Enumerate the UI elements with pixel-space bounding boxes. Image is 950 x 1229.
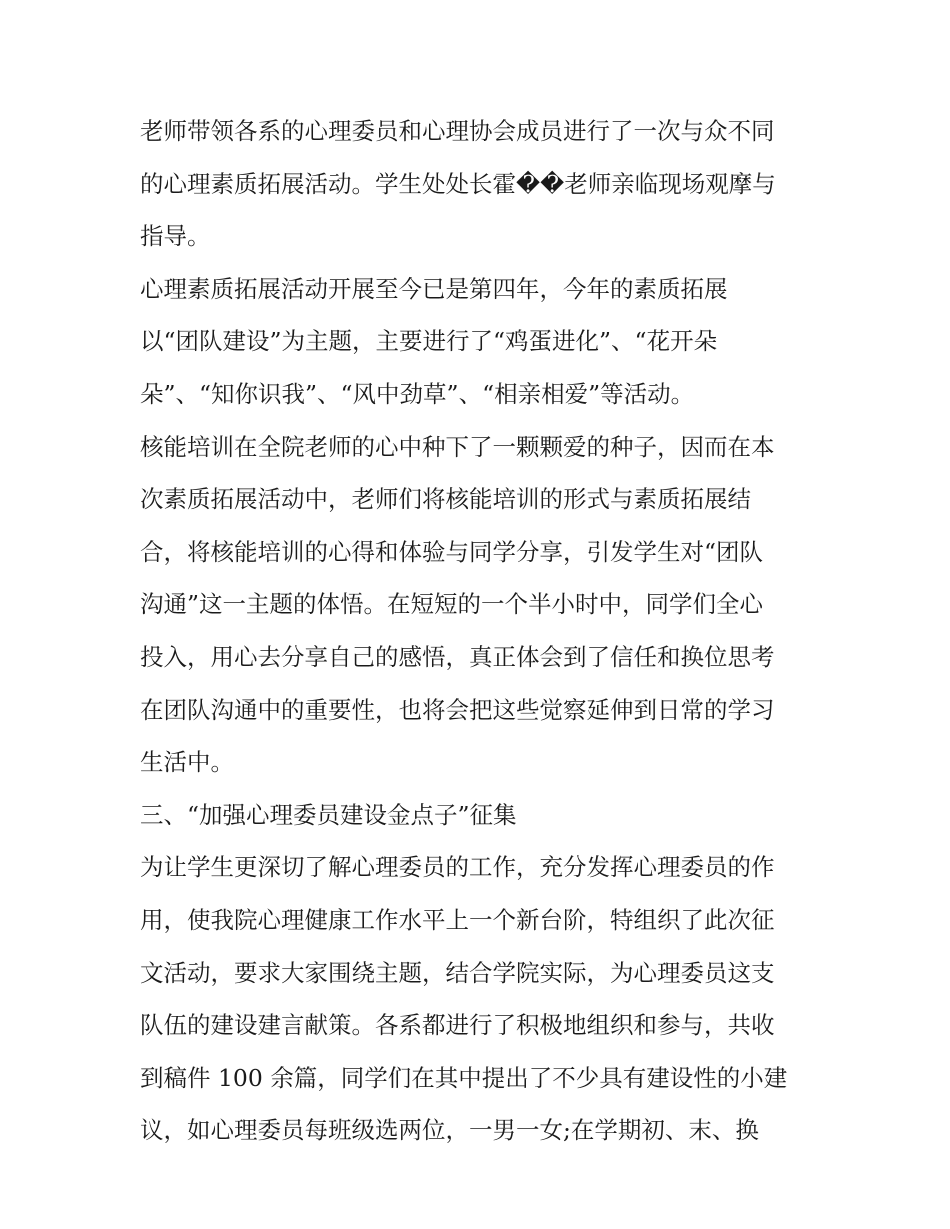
text-line: 核能培训在全院老师的心中种下了一颗颗爱的种子，因而在本: [140, 432, 775, 461]
text-line: 为让学生更深切了解心理委员的工作，充分发挥心理委员的作: [140, 853, 775, 882]
text-line: 沟通”这一主题的体悟。在短短的一个半小时中，同学们全心: [140, 590, 764, 619]
text-line: 合，将核能培训的心得和体验与同学分享，引发学生对“团队: [140, 537, 764, 566]
text-line: 文活动，要求大家围绕主题，结合学院实际，为心理委员这支: [140, 958, 775, 987]
text-line: 老师带领各系的心理委员和心理协会成员进行了一次与众不同: [140, 117, 775, 145]
text-line: 投入，用心去分享自己的感悟，真正体会到了信任和换位思考: [140, 642, 775, 671]
text-line: 议，如心理委员每班级选两位，一男一女;在学期初、末、换: [140, 1116, 759, 1145]
text-line: 指导。: [140, 222, 211, 251]
text-line: 队伍的建设建言献策。各系都进行了积极地组织和参与，共收: [140, 1011, 775, 1040]
text-line: 在团队沟通中的重要性，也将会把这些觉察延伸到日常的学习: [140, 695, 775, 724]
text-line: 的心理素质拓展活动。学生处处长霍��老师亲临现场观摩与: [140, 169, 776, 198]
text-line: 朵”、“知你识我”、“风中劲草”、“相亲相爱”等活动。: [140, 379, 695, 408]
text-line: 生活中。: [140, 748, 234, 777]
text-line: 次素质拓展活动中，老师们将核能培训的形式与素质拓展结: [140, 485, 751, 514]
text-line: 用，使我院心理健康工作水平上一个新台阶，特组织了此次征: [140, 905, 775, 934]
section-heading: 三、“加强心理委员建设金点子”征集: [140, 800, 517, 829]
text-line: 以“团队建设”为主题，主要进行了“鸡蛋进化”、“花开朵: [140, 327, 718, 356]
text-line: 到稿件 100 余篇，同学们在其中提出了不少具有建设性的小建: [140, 1063, 788, 1092]
text-line: 心理素质拓展活动开展至今已是第四年，今年的素质拓展: [140, 274, 728, 303]
document-body: [140, 105, 820, 1157]
